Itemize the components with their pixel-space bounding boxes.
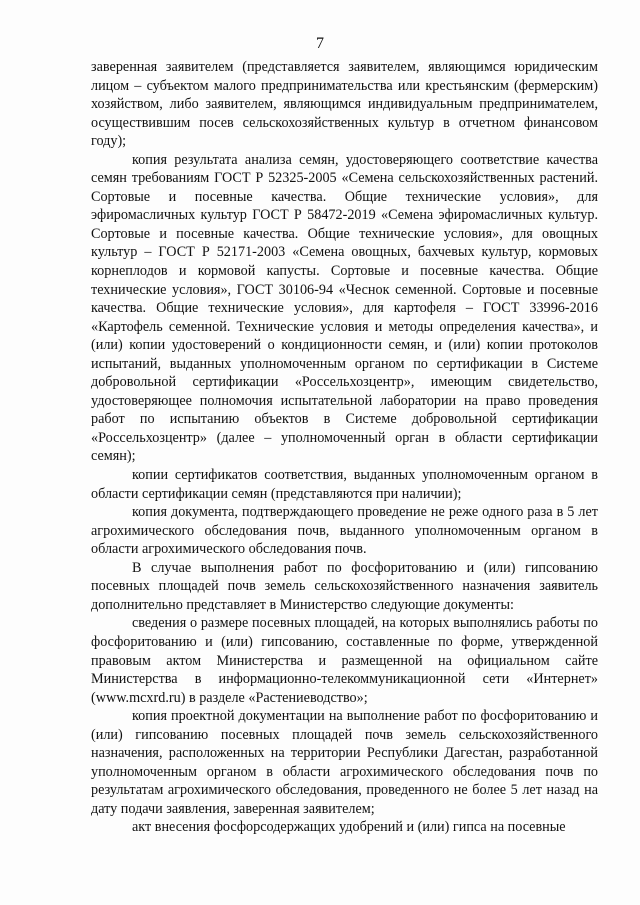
paragraph-applicant-certified: заверенная заявителем (представляется заявителем, являющимся юридическим лицом – субъектом малого предпринимательства или крестьянским (фермерским) хозяйством, либо заявителем, являющимся индивидуальным предпринимателем, осуществившим посев сельскохозяйственных культур в отчетном финансовом году); [91,59,598,150]
paragraph-conformity-certificates: копии сертификатов соответствия, выданных уполномоченным органом в области сертификации семян (представляются при наличии); [91,467,598,502]
paragraph-phosphoritization-case: В случае выполнения работ по фосфоритованию и (или) гипсованию посевных площадей почв земель сельскохозяйственного назначения заявитель дополнительно представляет в Министерство следующие документы: [91,559,598,613]
paragraph-agrochemical-survey: копия документа, подтверждающего проведение не реже одного раза в 5 лет агрохимического обследования почв, выданного уполномоченным органом в области агрохимического обследования почв. [91,504,598,558]
page-number: 7 [316,35,324,52]
document-body [91,58,598,837]
paragraph-sown-area-info: сведения о размере посевных площадей, на которых выполнялись работы по фосфоритованию и (или) гипсованию, составленные по форме, утвержденной правовым актом Министерства и размещенной на официальном сайте Министерства в информационно-телекоммуникационной сети «Интернет» (www.mcxrd.ru) в разделе «Растениеводство»; [91,615,598,706]
paragraph-fertilizer-act: акт внесения фосфорсодержащих удобрений и (или) гипса на посевные [132,819,566,836]
paragraph-seed-analysis-copy: копия результата анализа семян, удостоверяющего соответствие качества семян требованиям ГОСТ Р 52325-2005 «Семена сельскохозяйственных растений. Сортовые и посевные качества. Общие технические условия», для эфиромасличных культур ГОСТ Р 58472-2019 «Семена эфиромасличных культур. Сортовые и посевные качества. Общие технические условия», для овощных культур – ГОСТ Р 52171-2003 «Семена овощных, бахчевых культур, кормовых корнеплодов и кормовой капусты. Сортовые и посевные качества. Общие технические условия», ГОСТ 30106-94 «Чеснок семенной. Сортовые и посевные качества. Общие технические условия», для картофеля – ГОСТ 33996-2016 «Картофель семенной. Технические условия и методы определения качества», и (или) копии удостоверений о кондиционности семян, и (или) копии протоколов испытаний, выданных уполномоченным органом по сертификации в Системе добровольной сертификации «Россельхозцентр», имеющим свидетельство, удостоверяющее полномочия испытательной лаборатории на право проведения работ по испытанию объектов в Системе добровольной сертификации «Россельхозцентр» (далее – уполномоченный орган в области сертификации семян); [91,151,598,465]
paragraph-project-documentation: копия проектной документации на выполнение работ по фосфоритованию и (или) гипсованию посевных площадей почв земель сельскохозяйственного назначения, расположенных на территории Республики Дагестан, разработанной уполномоченным органом в области агрохимического обследования почв по результатам агрохимического обследования, проведенного не более 5 лет назад на дату подачи заявления, заверенная заявителем; [91,708,598,817]
